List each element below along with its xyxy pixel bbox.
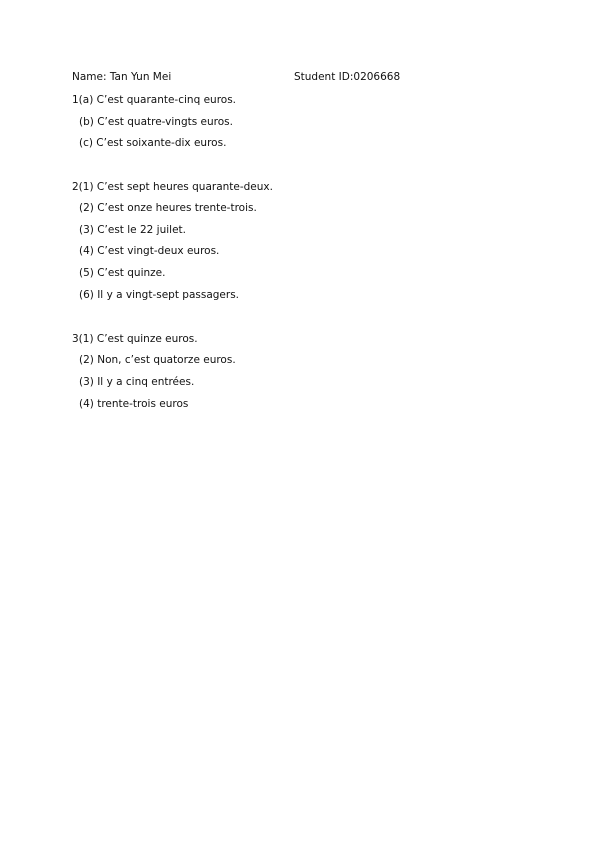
answer-2-3: (3) C’est le 22 juilet. [79,224,186,236]
answer-3-1: 3(1) C’est quinze euros. [72,333,198,345]
answer-3-4: (4) trente-trois euros [79,398,189,410]
student-name: Name: Tan Yun Mei [72,71,172,83]
answer-3-2: (2) Non, c’est quatorze euros. [79,354,236,366]
answer-1a: 1(a) C’est quarante-cinq euros. [72,94,237,106]
answer-2-4: (4) C’est vingt-deux euros. [79,245,220,257]
student-id: Student ID:0206668 [294,71,401,83]
answer-1c: (c) C’est soixante-dix euros. [79,137,227,149]
answer-3-3: (3) Il y a cinq entrées. [79,376,195,388]
document-header [72,71,532,85]
answer-2-5: (5) C’est quinze. [79,267,166,279]
answer-2-6: (6) Il y a vingt-sept passagers. [79,289,240,301]
answer-1b: (b) C’est quatre-vingts euros. [79,116,233,128]
answer-2-2: (2) C’est onze heures trente-trois. [79,202,257,214]
answer-2-1: 2(1) C’est sept heures quarante-deux. [72,181,273,193]
